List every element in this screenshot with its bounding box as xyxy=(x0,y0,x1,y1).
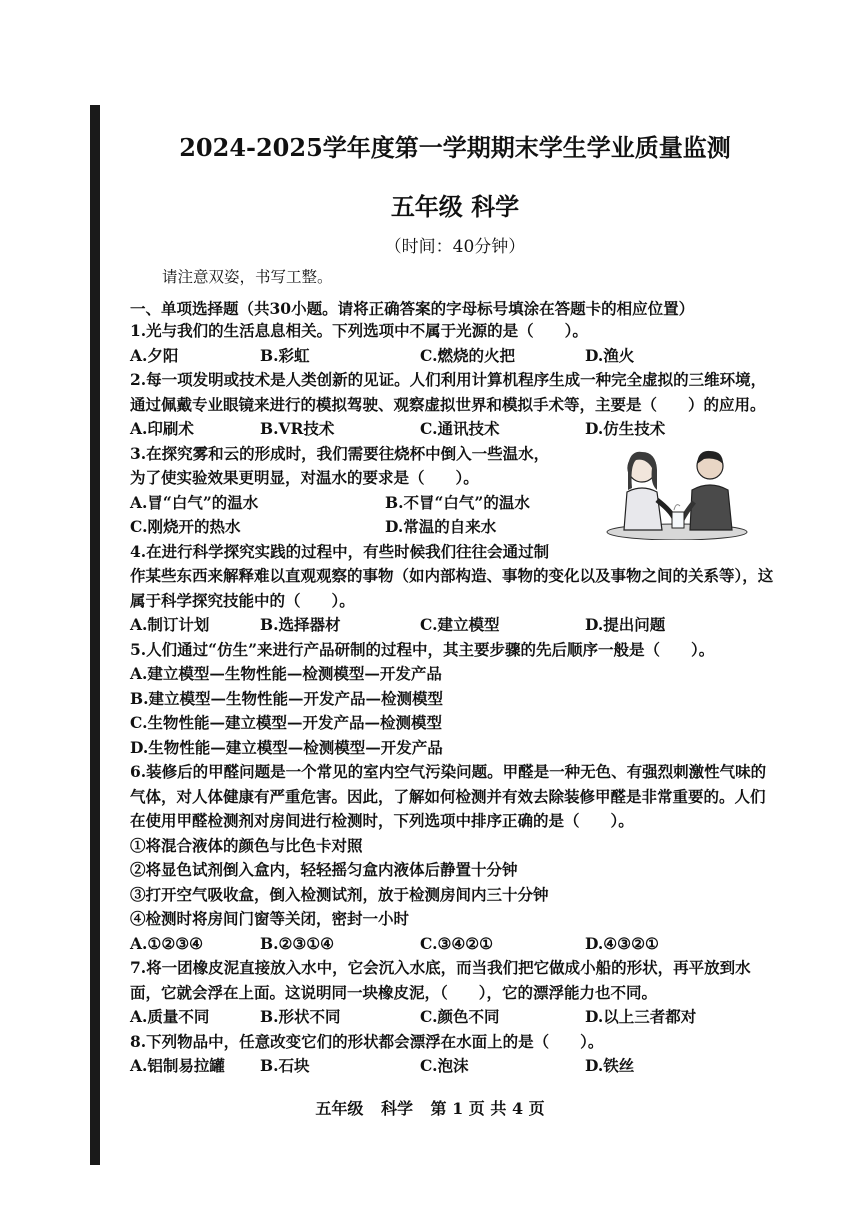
time-limit: （时间：40分钟） xyxy=(384,237,526,257)
option-c: C.生物性能—建立模型—开发产品—检测模型 xyxy=(130,713,442,732)
question-stem: 6.装修后的甲醛问题是一个常见的室内空气污染问题。甲醛是一种无色、有强烈刺激性气味的气体，对人体健康有严重危害。因此，了解如何检测并有效去除装修甲醛是非常重要的。人们在使用甲醛检测剂对房间进行检测时，下列选项中排序正确的是（ ）。 xyxy=(130,762,767,830)
question-5 xyxy=(130,638,780,663)
option-a: A.铝制易拉罐 xyxy=(130,1056,225,1075)
option-d: D.渔火 xyxy=(585,345,635,365)
question-stem: 作某些东西来解释难以直观观察的事物（如内部构造、事物的变化以及事物之间的关系等），这属于科学探究技能中的（ ）。 xyxy=(130,566,774,610)
option-d: D.以上三者都对 xyxy=(585,1007,697,1026)
step-2: ②将显色试剂倒入盒内，轻轻摇匀盒内液体后静置十分钟 xyxy=(130,860,518,879)
option-d: D.仿生技术 xyxy=(585,419,666,438)
question-4 xyxy=(130,564,780,613)
footer-page-number: 第 1 页 共 4 页 xyxy=(430,1099,545,1118)
question-stem: 1.光与我们的生活息息相关。下列选项中不属于光源的是（ ）。 xyxy=(130,321,588,340)
option-d: D.铁丝 xyxy=(585,1056,635,1075)
option-c: C.建立模型 xyxy=(420,615,500,634)
option-a: A.建立模型—生物性能—检测模型—开发产品 xyxy=(130,664,442,683)
question-8-options xyxy=(130,1054,780,1079)
question-stem-line1: 3.在探究雾和云的形成时，我们需要往烧杯中倒入一些温水， xyxy=(130,443,550,463)
option-c: C.刚烧开的热水 xyxy=(130,517,241,536)
footer-grade: 五年级 xyxy=(315,1099,364,1118)
question-2-options xyxy=(130,417,780,442)
question-3-options xyxy=(130,491,590,540)
question-3 xyxy=(130,442,780,565)
option-b: B.②③①④ xyxy=(260,933,335,953)
option-b: B.形状不同 xyxy=(260,1007,341,1026)
question-8 xyxy=(130,1030,780,1055)
question-6 xyxy=(130,760,780,834)
exam-page xyxy=(130,120,780,1079)
footer-subject: 科学 xyxy=(380,1099,413,1118)
option-d: D.提出问题 xyxy=(585,615,666,634)
question-7 xyxy=(130,956,780,1005)
step-1: ①将混合液体的颜色与比色卡对照 xyxy=(130,835,363,855)
option-a: A.①②③④ xyxy=(130,933,204,953)
question-5-options xyxy=(130,662,780,760)
page-footer xyxy=(0,1096,860,1119)
option-a: A.制订计划 xyxy=(130,615,210,634)
binding-bar xyxy=(90,105,100,1165)
children-experiment-illustration xyxy=(602,440,752,540)
option-b: B.选择器材 xyxy=(260,615,341,634)
step-3: ③打开空气吸收盒，倒入检测试剂，放于检测房间内三十分钟 xyxy=(130,884,549,904)
option-b: B.石块 xyxy=(260,1056,310,1075)
section-heading: 一、单项选择题（共30小题。请将正确答案的字母标号填涂在答题卡的相应位置） xyxy=(130,299,695,318)
option-d: D.常温的自来水 xyxy=(385,517,497,536)
option-a: A.夕阳 xyxy=(130,345,179,365)
option-b: B.建立模型—生物性能—开发产品—检测模型 xyxy=(130,688,443,708)
option-d: D.④③②① xyxy=(585,933,659,953)
option-c: C.泡沫 xyxy=(420,1056,469,1075)
option-c: C.颜色不同 xyxy=(420,1007,500,1026)
question-stem: 5.人们通过“仿生”来进行产品研制的过程中，其主要步骤的先后顺序一般是（ ）。 xyxy=(130,639,715,659)
step-4: ④检测时将房间门窗等关闭，密封一小时 xyxy=(130,909,410,928)
question-2 xyxy=(130,368,780,417)
question-stem: 2.每一项发明或技术是人类创新的见证。人们利用计算机程序生成一种完全虚拟的三维环境，通过佩戴专业眼镜来进行的模拟驾驶、观察虚拟世界和模拟手术等，主要是（ ）的应用。 xyxy=(130,370,767,414)
question-7-options xyxy=(130,1005,780,1030)
instruction-note: 请注意双姿，书写工整。 xyxy=(162,268,333,286)
option-c: C.燃烧的火把 xyxy=(420,345,515,365)
question-stem: 8.下列物品中，任意改变它们的形状都会漂浮在水面上的是（ ）。 xyxy=(130,1031,604,1051)
option-b: B.彩虹 xyxy=(260,345,310,365)
question-4-options xyxy=(130,613,780,638)
question-6-steps xyxy=(130,834,780,932)
question-4-stem-line1: 4.在进行科学探究实践的过程中，有些时候我们往往会通过制 xyxy=(130,541,550,561)
subject-title: 五年级 科学 xyxy=(390,192,520,221)
page-title: 2024-2025学年度第一学期期末学生学业质量监测 xyxy=(179,133,731,162)
option-d: D.生物性能—建立模型—检测模型—开发产品 xyxy=(130,737,443,757)
option-b: B.不冒“白气”的温水 xyxy=(385,492,530,512)
question-stem-line2: 为了使实验效果更明显，对温水的要求是（ ）。 xyxy=(130,468,479,487)
option-a: A.冒“白气”的温水 xyxy=(130,492,259,512)
question-1 xyxy=(130,319,780,344)
option-a: A.印刷术 xyxy=(130,419,194,438)
option-a: A.质量不同 xyxy=(130,1007,210,1026)
option-c: C.③④②① xyxy=(420,933,494,953)
question-6-options xyxy=(130,932,780,957)
option-c: C.通讯技术 xyxy=(420,419,500,438)
option-b: B.VR技术 xyxy=(260,419,335,438)
question-stem: 7.将一团橡皮泥直接放入水中，它会沉入水底，而当我们把它做成小船的形状，再平放到水面，它就会浮在上面。这说明同一块橡皮泥，（ ），它的漂浮能力也不同。 xyxy=(130,958,751,1002)
question-1-options xyxy=(130,344,780,369)
